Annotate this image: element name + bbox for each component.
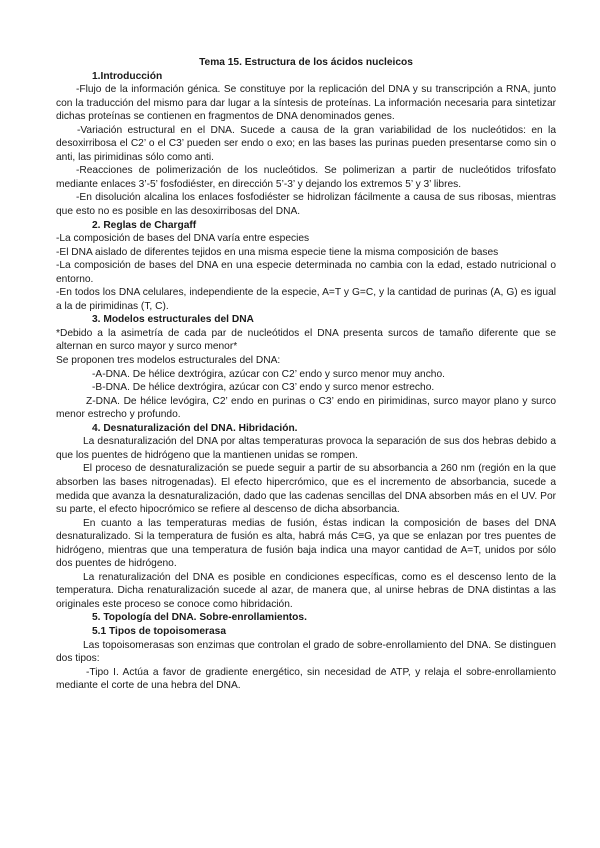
- section-heading-introduccion: 1.Introducción: [92, 70, 163, 82]
- section-heading-modelos: 3. Modelos estructurales del DNA: [92, 314, 254, 326]
- section-heading-desnaturalizacion: 4. Desnaturalización del DNA. Hibridación.: [92, 422, 298, 434]
- paragraph: La desnaturalización del DNA por altas temperaturas provoca la separación de sus dos hebras debido a que los puentes de hidrógeno que la mantienen unidas se rompen.: [56, 436, 556, 461]
- section-heading-chargaff: 2. Reglas de Chargaff: [92, 219, 197, 231]
- list-item: Z-DNA. De hélice levógira, C2’ endo en purinas o C3’ endo en pirimidinas, surco mayor plano y surco menor estrecho y profundo.: [56, 395, 556, 421]
- paragraph: -Reacciones de polimerización de los nucleótidos. Se polimerizan a partir de nucleótidos trifosfato mediante enlaces 3’-5’ fosfodiéster, en dirección 5’-3’ y dejando los extremos 5’ y 3’ libres.: [56, 165, 556, 190]
- paragraph: En cuanto a las temperaturas medias de fusión, éstas indican la composición de bases del DNA desnaturalizado. Si la temperatura de fusión es alta, habrá más C≡G, ya que se enlazan por tres puentes de hidrógeno, mientras que una temperatura de fusión baja indica una mayor cantidad de A=T, unidos por sólo dos puentes de hidrógeno.: [56, 517, 556, 570]
- paragraph: -En disolución alcalina los enlaces fosfodiéster se hidrolizan fácilmente a causa de sus ribosas, mientras que esto no es posible en las desoxirribosas del DNA.: [56, 192, 556, 218]
- list-item: -B-DNA. De hélice dextrógira, azúcar con C3’ endo y surco menor estrecho.: [92, 382, 435, 394]
- document-body: [56, 56, 556, 693]
- paragraph-note: *Debido a la asimetría de cada par de nucleótidos el DNA presenta surcos de tamaño diferente que se alternan en surco mayor y surco menor*: [56, 327, 556, 353]
- list-item: -A-DNA. De hélice dextrógira, azúcar con C2’ endo y surco menor muy ancho.: [92, 368, 445, 380]
- list-item: -El DNA aislado de diferentes tejidos en una misma especie tiene la misma composición de bases: [56, 246, 499, 258]
- paragraph: -Tipo I. Actúa a favor de gradiente energético, sin necesidad de ATP, y relaja el sobre-enrollamiento mediante el corte de una hebra del DNA.: [56, 666, 556, 692]
- paragraph: El proceso de desnaturalización se puede seguir a partir de su absorbancia a 260 nm (región en la que absorben las bases nitrogenadas). El efecto hipercrómico, que es el incremento de absorbancia, sucede a medida que avanza la desnaturalización, dado que las cadenas sencillas del DNA absorben más en el UV. Por su parte, el efecto hipocrómico se refiere al descenso de dicha absorbancia.: [56, 463, 556, 516]
- document-title: Tema 15. Estructura de los ácidos nucleicos: [199, 57, 413, 68]
- list-item: -La composición de bases del DNA en una especie determinada no cambia con la edad, estado nutricional o entorno.: [56, 260, 556, 285]
- subsection-heading-topoisomerasa: 5.1 Tipos de topoisomerasa: [92, 625, 226, 637]
- list-item: -En todos los DNA celulares, independiente de la especie, A=T y G=C, y la cantidad de purinas (A, G) es igual a la de pirimidinas (T, C).: [56, 287, 556, 312]
- paragraph: Las topoisomerasas son enzimas que controlan el grado de sobre-enrollamiento del DNA. Se distinguen dos tipos:: [56, 639, 556, 665]
- section-heading-topologia: 5. Topología del DNA. Sobre-enrollamientos.: [92, 612, 307, 624]
- paragraph: La renaturalización del DNA es posible en condiciones específicas, como es el descenso lento de la temperatura. Dicha renaturalización sucede al azar, de manera que, al unirse hebras de DNA distintas a las originales este proceso se conoce como hibridación.: [56, 571, 556, 610]
- paragraph: -Variación estructural en el DNA. Sucede a causa de la gran variabilidad de los nucleótidos: en la desoxirribosa el C2’ o el C3’ pueden ser endo o exo; en las bases las purinas pueden presentarse como sin o anti, las pirimidinas sólo como anti.: [56, 124, 556, 163]
- list-item: -La composición de bases del DNA varía entre especies: [56, 233, 310, 245]
- paragraph: -Flujo de la información génica. Se constituye por la replicación del DNA y su transcripción a RNA, junto con la traducción del mismo para dar lugar a la síntesis de proteínas. La información necesaria para sintetizar dichas proteínas se contienen en fragmentos de DNA denominados genes.: [56, 84, 556, 123]
- paragraph: Se proponen tres modelos estructurales del DNA:: [56, 355, 281, 367]
